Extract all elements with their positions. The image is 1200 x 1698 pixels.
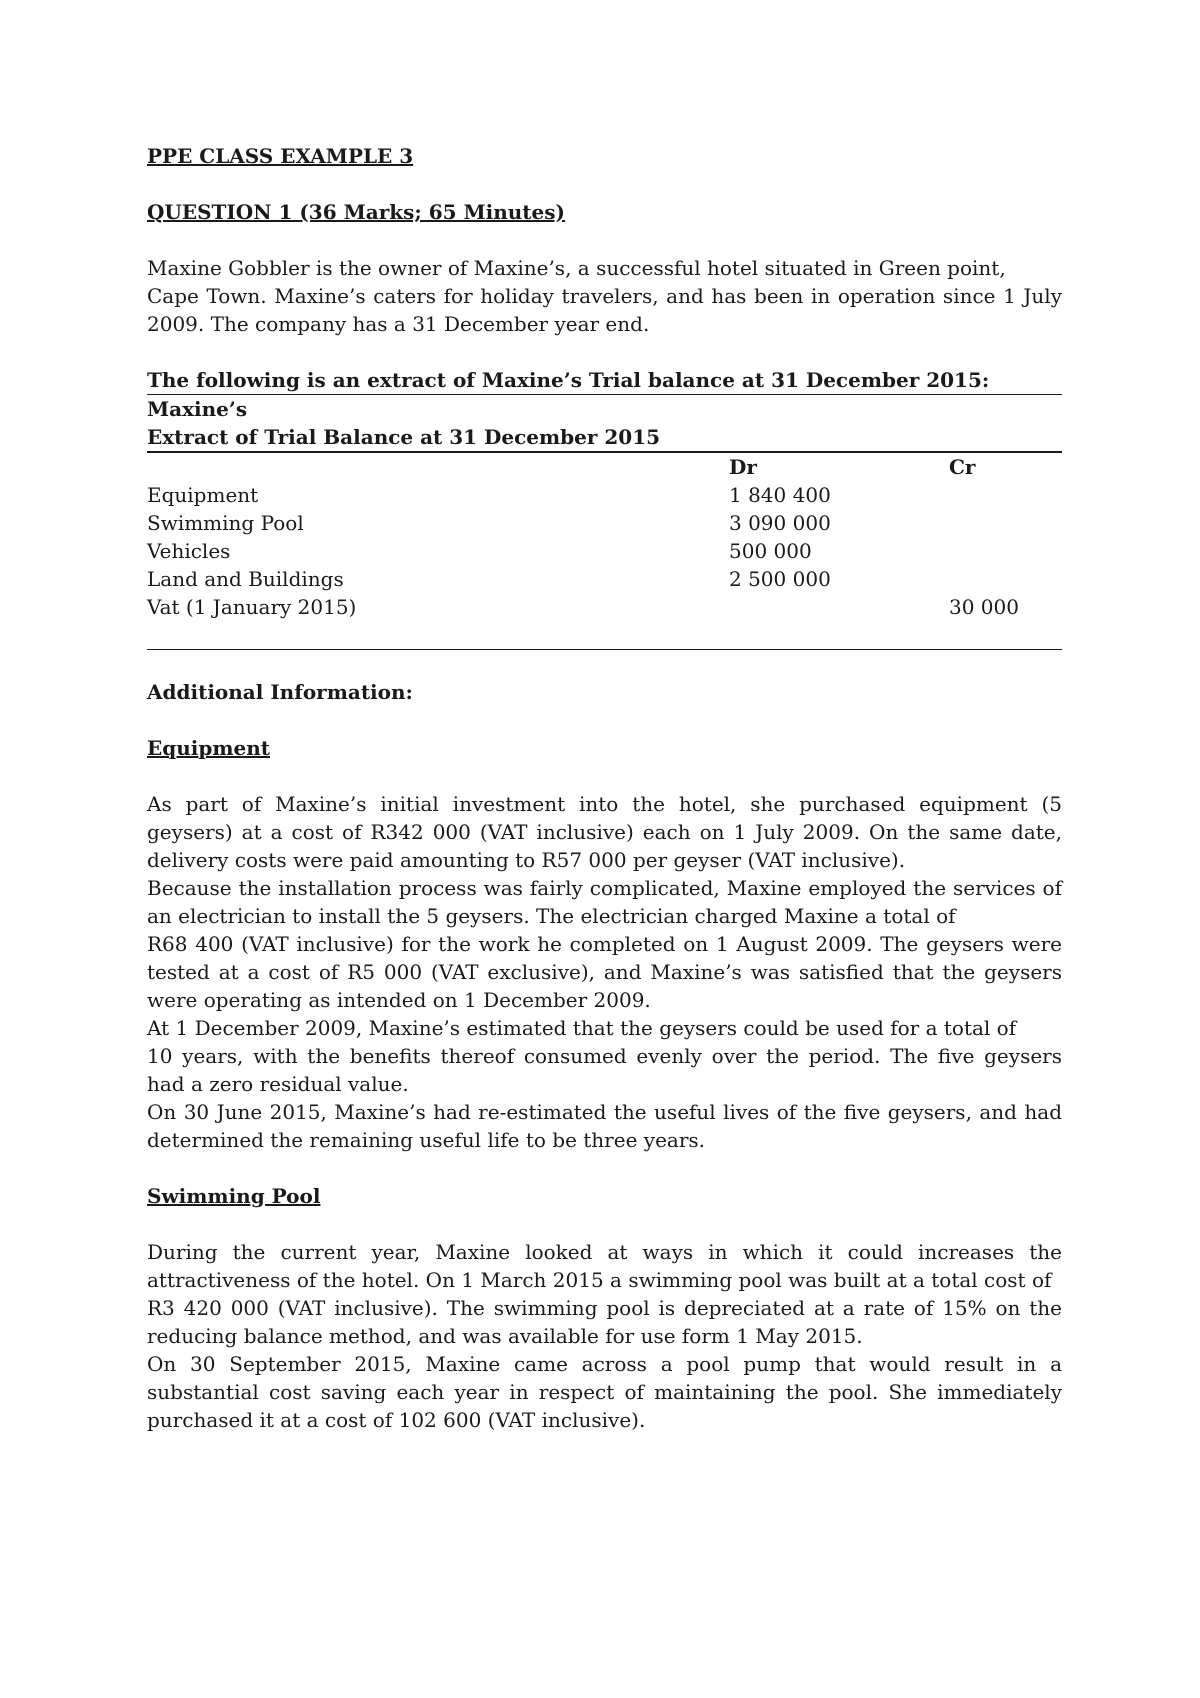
question-heading: QUESTION 1 (36 Marks; 65 Minutes) xyxy=(147,200,565,224)
swimming-pool-paragraph: R3 420 000 (VAT inclusive). The swimming pool is depreciated at a rate of 15% on the reducing balance method, and was available for use form 1 May 2015. xyxy=(147,1296,1062,1348)
additional-info-heading: Additional Information: xyxy=(147,680,413,704)
row-label: Vehicles xyxy=(147,539,231,563)
row-dr: 1 840 400 xyxy=(729,483,831,507)
row-dr: 3 090 000 xyxy=(729,511,831,535)
trial-balance-subtitle: Extract of Trial Balance at 31 December 2015 xyxy=(147,423,1062,453)
table-row xyxy=(147,593,1062,621)
document-page xyxy=(147,142,1062,1434)
intro-paragraph xyxy=(147,254,1062,338)
equipment-paragraph: R68 400 (VAT inclusive) for the work he completed on 1 August 2009. The geysers were tested at a cost of R5 000 (VAT exclusive), and Maxine’s was satisfied that the geysers were operating as intended on 1 December 2009. xyxy=(147,932,1062,1012)
header-cr: Cr xyxy=(949,455,976,479)
row-cr xyxy=(949,537,1062,565)
table-row xyxy=(147,509,1062,537)
trial-balance-table xyxy=(147,453,1062,621)
row-label: Equipment xyxy=(147,483,259,507)
trial-balance-entity: Maxine’s xyxy=(147,397,248,421)
row-cr xyxy=(949,565,1062,593)
trial-balance-title: The following is an extract of Maxine’s Trial balance at 31 December 2015: xyxy=(147,366,1062,395)
intro-line: Cape Town. Maxine’s caters for holiday travelers, and has been in operation since 1 July 2009. The company has a 31 December year end. xyxy=(147,284,1062,336)
swimming-pool-paragraph: During the current year, Maxine looked at ways in which it could increases the attractiveness of the hotel. On 1 March 2015 a swimming pool was built at a total cost of xyxy=(147,1240,1062,1292)
table-row xyxy=(147,481,1062,509)
document-title: PPE CLASS EXAMPLE 3 xyxy=(147,144,414,168)
equipment-paragraph: Because the installation process was fairly complicated, Maxine employed the services of an electrician to install the 5 geysers. The electrician charged Maxine a total of xyxy=(147,876,1062,928)
row-dr xyxy=(729,593,949,621)
row-dr: 500 000 xyxy=(729,539,812,563)
swimming-pool-heading: Swimming Pool xyxy=(147,1184,321,1208)
row-cr: 30 000 xyxy=(949,595,1019,619)
equipment-paragraph: On 30 June 2015, Maxine’s had re-estimated the useful lives of the five geysers, and had determined the remaining useful life to be three years. xyxy=(147,1100,1062,1152)
equipment-paragraph: 10 years, with the benefits thereof consumed evenly over the period. The five geysers had a zero residual value. xyxy=(147,1044,1062,1096)
table-header-row xyxy=(147,453,1062,481)
equipment-paragraph: At 1 December 2009, Maxine’s estimated that the geysers could be used for a total of xyxy=(147,1016,1017,1040)
equipment-paragraph: As part of Maxine’s initial investment into the hotel, she purchased equipment (5 geysers) at a cost of R342 000 (VAT inclusive) each on 1 July 2009. On the same date, delivery costs were paid amounting to R57 000 per geyser (VAT inclusive). xyxy=(147,792,1062,872)
equipment-section xyxy=(147,790,1062,1154)
row-dr: 2 500 000 xyxy=(729,567,831,591)
row-label: Swimming Pool xyxy=(147,511,304,535)
row-cr xyxy=(949,481,1062,509)
header-dr: Dr xyxy=(729,455,757,479)
table-bottom-rule xyxy=(147,621,1062,650)
intro-line: Maxine Gobbler is the owner of Maxine’s, a successful hotel situated in Green point, xyxy=(147,256,1006,280)
swimming-pool-paragraph: On 30 September 2015, Maxine came across a pool pump that would result in a substantial cost saving each year in respect of maintaining the pool. She immediately purchased it at a cost of 102 600 (VAT inclusive). xyxy=(147,1352,1062,1432)
table-row xyxy=(147,565,1062,593)
header-label xyxy=(147,453,729,481)
row-cr xyxy=(949,509,1062,537)
table-row xyxy=(147,537,1062,565)
swimming-pool-section xyxy=(147,1238,1062,1434)
row-label: Vat (1 January 2015) xyxy=(147,595,357,619)
equipment-heading: Equipment xyxy=(147,736,271,760)
row-label: Land and Buildings xyxy=(147,567,344,591)
